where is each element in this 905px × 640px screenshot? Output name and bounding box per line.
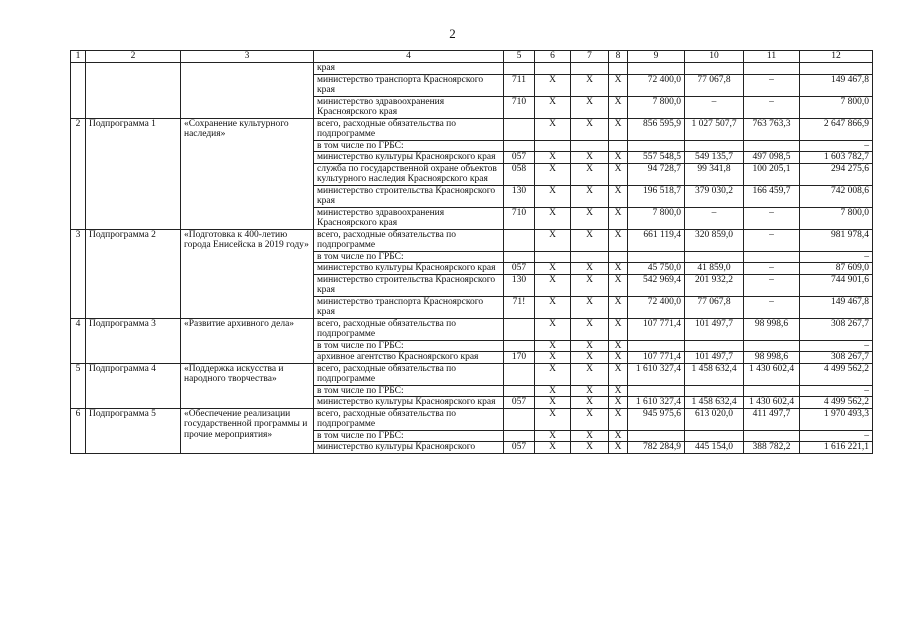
year2-amount-cell: – bbox=[685, 96, 744, 118]
grbs-name-cell: архивное агентство Красноярского края bbox=[314, 352, 504, 364]
row-number-cell: 5 bbox=[71, 363, 86, 408]
grbs-code-cell: 057 bbox=[504, 152, 535, 164]
year1-amount-cell: 1 610 327,4 bbox=[628, 397, 685, 409]
vr-cell: Х bbox=[609, 363, 628, 385]
grbs-code-cell bbox=[504, 63, 535, 75]
vr-cell: Х bbox=[609, 318, 628, 340]
program-name-cell: «Поддержка искусства и народного творчества» bbox=[181, 363, 314, 408]
rzpr-cell: Х bbox=[535, 185, 571, 207]
program-name-cell: «Подготовка к 400-летию города Енисейска в 2019 году» bbox=[181, 229, 314, 318]
column-header: 11 bbox=[744, 51, 800, 63]
year1-amount-cell: 196 518,7 bbox=[628, 185, 685, 207]
year3-amount-cell bbox=[744, 251, 800, 263]
vr-cell: Х bbox=[609, 442, 628, 454]
vr-cell: Х bbox=[609, 296, 628, 318]
csr-cell: Х bbox=[571, 229, 609, 251]
year1-amount-cell bbox=[628, 140, 685, 152]
year2-amount-cell bbox=[685, 340, 744, 352]
column-header: 8 bbox=[609, 51, 628, 63]
year1-amount-cell: 94 728,7 bbox=[628, 163, 685, 185]
rzpr-cell: Х bbox=[535, 207, 571, 229]
year3-amount-cell: – bbox=[744, 74, 800, 96]
total-amount-cell: 2 647 866,9 bbox=[800, 118, 873, 140]
csr-cell: Х bbox=[571, 74, 609, 96]
vr-cell bbox=[609, 63, 628, 75]
vr-cell: Х bbox=[609, 385, 628, 397]
year2-amount-cell: 101 497,7 bbox=[685, 352, 744, 364]
year2-amount-cell: 549 135,7 bbox=[685, 152, 744, 164]
csr-cell bbox=[571, 140, 609, 152]
total-amount-cell: 4 499 562,2 bbox=[800, 363, 873, 385]
grbs-code-cell bbox=[504, 229, 535, 251]
grbs-name-cell: всего, расходные обязательства по подпрограмме bbox=[314, 363, 504, 385]
vr-cell: Х bbox=[609, 274, 628, 296]
rzpr-cell: Х bbox=[535, 163, 571, 185]
vr-cell: Х bbox=[609, 340, 628, 352]
year3-amount-cell bbox=[744, 340, 800, 352]
grbs-code-cell: 130 bbox=[504, 185, 535, 207]
rzpr-cell: Х bbox=[535, 352, 571, 364]
year1-amount-cell: 107 771,4 bbox=[628, 352, 685, 364]
rzpr-cell: Х bbox=[535, 430, 571, 442]
grbs-code-cell: 170 bbox=[504, 352, 535, 364]
year1-amount-cell: 1 610 327,4 bbox=[628, 363, 685, 385]
year3-amount-cell: 100 205,1 bbox=[744, 163, 800, 185]
year1-amount-cell: 661 119,4 bbox=[628, 229, 685, 251]
column-header: 10 bbox=[685, 51, 744, 63]
grbs-name-cell: министерство строительства Красноярского края bbox=[314, 185, 504, 207]
grbs-name-cell: министерство здравоохранения Красноярского края bbox=[314, 96, 504, 118]
column-header: 6 bbox=[535, 51, 571, 63]
column-header: 1 bbox=[71, 51, 86, 63]
year3-amount-cell bbox=[744, 63, 800, 75]
row-number-cell: 3 bbox=[71, 229, 86, 318]
csr-cell: Х bbox=[571, 385, 609, 397]
grbs-name-cell: министерство культуры Красноярского края bbox=[314, 152, 504, 164]
rzpr-cell: Х bbox=[535, 296, 571, 318]
status-cell: Подпрограмма 4 bbox=[86, 363, 181, 408]
column-header: 3 bbox=[181, 51, 314, 63]
column-header: 7 bbox=[571, 51, 609, 63]
grbs-name-cell: в том числе по ГРБС: bbox=[314, 430, 504, 442]
grbs-name-cell: края bbox=[314, 63, 504, 75]
year2-amount-cell: 379 030,2 bbox=[685, 185, 744, 207]
year3-amount-cell: 1 430 602,4 bbox=[744, 397, 800, 409]
year3-amount-cell: 98 998,6 bbox=[744, 318, 800, 340]
year3-amount-cell bbox=[744, 385, 800, 397]
total-amount-cell: 7 800,0 bbox=[800, 207, 873, 229]
year2-amount-cell: 613 020,0 bbox=[685, 408, 744, 430]
year2-amount-cell bbox=[685, 251, 744, 263]
year2-amount-cell bbox=[685, 63, 744, 75]
row-number-cell: 4 bbox=[71, 318, 86, 363]
year3-amount-cell: 166 459,7 bbox=[744, 185, 800, 207]
total-amount-cell: – bbox=[800, 251, 873, 263]
csr-cell bbox=[571, 251, 609, 263]
rzpr-cell: Х bbox=[535, 152, 571, 164]
status-cell: Подпрограмма 3 bbox=[86, 318, 181, 363]
year1-amount-cell: 7 800,0 bbox=[628, 96, 685, 118]
csr-cell: Х bbox=[571, 207, 609, 229]
csr-cell: Х bbox=[571, 340, 609, 352]
vr-cell: Х bbox=[609, 74, 628, 96]
page-number: 2 bbox=[449, 26, 456, 41]
total-amount-cell: 308 267,7 bbox=[800, 352, 873, 364]
csr-cell: Х bbox=[571, 318, 609, 340]
vr-cell: Х bbox=[609, 96, 628, 118]
year3-amount-cell: – bbox=[744, 263, 800, 275]
csr-cell: Х bbox=[571, 118, 609, 140]
column-header: 2 bbox=[86, 51, 181, 63]
year1-amount-cell: 72 400,0 bbox=[628, 296, 685, 318]
year2-amount-cell: 1 458 632,4 bbox=[685, 397, 744, 409]
grbs-name-cell: министерство культуры Красноярского края bbox=[314, 397, 504, 409]
rzpr-cell: Х bbox=[535, 318, 571, 340]
vr-cell: Х bbox=[609, 263, 628, 275]
total-amount-cell: – bbox=[800, 385, 873, 397]
rzpr-cell: Х bbox=[535, 96, 571, 118]
grbs-code-cell: 057 bbox=[504, 263, 535, 275]
grbs-code-cell: 711 bbox=[504, 74, 535, 96]
grbs-name-cell: всего, расходные обязательства по подпрограмме bbox=[314, 118, 504, 140]
year2-amount-cell: 320 859,0 bbox=[685, 229, 744, 251]
year2-amount-cell: 101 497,7 bbox=[685, 318, 744, 340]
year3-amount-cell: 497 098,5 bbox=[744, 152, 800, 164]
year2-amount-cell: 77 067,8 bbox=[685, 296, 744, 318]
grbs-name-cell: министерство культуры Красноярского bbox=[314, 442, 504, 454]
grbs-name-cell: всего, расходные обязательства по подпрограмме bbox=[314, 318, 504, 340]
status-cell: Подпрограмма 1 bbox=[86, 118, 181, 229]
year2-amount-cell bbox=[685, 140, 744, 152]
grbs-name-cell: в том числе по ГРБС: bbox=[314, 140, 504, 152]
rzpr-cell bbox=[535, 63, 571, 75]
year3-amount-cell: 763 763,3 bbox=[744, 118, 800, 140]
grbs-code-cell: 71! bbox=[504, 296, 535, 318]
year1-amount-cell bbox=[628, 340, 685, 352]
budget-table bbox=[70, 50, 873, 454]
csr-cell: Х bbox=[571, 96, 609, 118]
csr-cell: Х bbox=[571, 163, 609, 185]
header-row bbox=[71, 51, 873, 63]
csr-cell: Х bbox=[571, 442, 609, 454]
rzpr-cell bbox=[535, 140, 571, 152]
year3-amount-cell: – bbox=[744, 296, 800, 318]
vr-cell: Х bbox=[609, 397, 628, 409]
year1-amount-cell: 45 750,0 bbox=[628, 263, 685, 275]
rzpr-cell: Х bbox=[535, 363, 571, 385]
program-name-cell: «Обеспечение реализации государственной программы и прочие мероприятия» bbox=[181, 408, 314, 453]
grbs-code-cell: 130 bbox=[504, 274, 535, 296]
year3-amount-cell: 98 998,6 bbox=[744, 352, 800, 364]
total-amount-cell: 294 275,6 bbox=[800, 163, 873, 185]
csr-cell: Х bbox=[571, 274, 609, 296]
year1-amount-cell bbox=[628, 63, 685, 75]
rzpr-cell: Х bbox=[535, 385, 571, 397]
grbs-name-cell: министерство транспорта Красноярского края bbox=[314, 74, 504, 96]
table-body bbox=[71, 63, 873, 454]
vr-cell: Х bbox=[609, 408, 628, 430]
grbs-code-cell bbox=[504, 318, 535, 340]
year1-amount-cell: 945 975,6 bbox=[628, 408, 685, 430]
year1-amount-cell: 782 284,9 bbox=[628, 442, 685, 454]
row-number-cell: 2 bbox=[71, 118, 86, 229]
column-header: 5 bbox=[504, 51, 535, 63]
total-amount-cell: – bbox=[800, 140, 873, 152]
program-name-cell bbox=[181, 63, 314, 119]
rzpr-cell: Х bbox=[535, 397, 571, 409]
total-amount-cell: 87 609,0 bbox=[800, 263, 873, 275]
grbs-code-cell: 058 bbox=[504, 163, 535, 185]
grbs-name-cell: министерство культуры Красноярского края bbox=[314, 263, 504, 275]
grbs-name-cell: всего, расходные обязательства по подпрограмме bbox=[314, 229, 504, 251]
csr-cell: Х bbox=[571, 263, 609, 275]
year3-amount-cell: – bbox=[744, 207, 800, 229]
table-row bbox=[71, 229, 873, 251]
table-row bbox=[71, 363, 873, 385]
total-amount-cell: 7 800,0 bbox=[800, 96, 873, 118]
csr-cell: Х bbox=[571, 430, 609, 442]
vr-cell: Х bbox=[609, 152, 628, 164]
rzpr-cell: Х bbox=[535, 340, 571, 352]
status-cell: Подпрограмма 5 bbox=[86, 408, 181, 453]
table-row bbox=[71, 408, 873, 430]
year1-amount-cell: 557 548,5 bbox=[628, 152, 685, 164]
total-amount-cell: 1 616 221,1 bbox=[800, 442, 873, 454]
total-amount-cell: 149 467,8 bbox=[800, 74, 873, 96]
year2-amount-cell: 41 859,0 bbox=[685, 263, 744, 275]
total-amount-cell: 744 901,6 bbox=[800, 274, 873, 296]
total-amount-cell: 308 267,7 bbox=[800, 318, 873, 340]
vr-cell bbox=[609, 140, 628, 152]
rzpr-cell: Х bbox=[535, 442, 571, 454]
grbs-code-cell bbox=[504, 251, 535, 263]
grbs-name-cell: в том числе по ГРБС: bbox=[314, 340, 504, 352]
total-amount-cell: 742 008,6 bbox=[800, 185, 873, 207]
year2-amount-cell: 99 341,8 bbox=[685, 163, 744, 185]
grbs-code-cell bbox=[504, 340, 535, 352]
grbs-code-cell bbox=[504, 363, 535, 385]
vr-cell bbox=[609, 251, 628, 263]
csr-cell: Х bbox=[571, 408, 609, 430]
vr-cell: Х bbox=[609, 185, 628, 207]
csr-cell: Х bbox=[571, 185, 609, 207]
grbs-code-cell bbox=[504, 408, 535, 430]
grbs-name-cell: в том числе по ГРБС: bbox=[314, 251, 504, 263]
table-row bbox=[71, 118, 873, 140]
year3-amount-cell: – bbox=[744, 274, 800, 296]
grbs-name-cell: министерство транспорта Красноярского края bbox=[314, 296, 504, 318]
rzpr-cell: Х bbox=[535, 118, 571, 140]
rzpr-cell bbox=[535, 251, 571, 263]
grbs-name-cell: в том числе по ГРБС: bbox=[314, 385, 504, 397]
total-amount-cell: 149 467,8 bbox=[800, 296, 873, 318]
rzpr-cell: Х bbox=[535, 274, 571, 296]
vr-cell: Х bbox=[609, 229, 628, 251]
grbs-code-cell: 710 bbox=[504, 96, 535, 118]
year1-amount-cell bbox=[628, 251, 685, 263]
column-header: 12 bbox=[800, 51, 873, 63]
grbs-code-cell: 710 bbox=[504, 207, 535, 229]
rzpr-cell: Х bbox=[535, 229, 571, 251]
year2-amount-cell: 77 067,8 bbox=[685, 74, 744, 96]
year3-amount-cell: 1 430 602,4 bbox=[744, 363, 800, 385]
total-amount-cell: – bbox=[800, 340, 873, 352]
csr-cell: Х bbox=[571, 352, 609, 364]
csr-cell bbox=[571, 63, 609, 75]
year1-amount-cell bbox=[628, 385, 685, 397]
total-amount-cell: – bbox=[800, 430, 873, 442]
total-amount-cell: 4 499 562,2 bbox=[800, 397, 873, 409]
program-name-cell: «Развитие архивного дела» bbox=[181, 318, 314, 363]
year3-amount-cell: – bbox=[744, 96, 800, 118]
total-amount-cell bbox=[800, 63, 873, 75]
grbs-code-cell: 057 bbox=[504, 442, 535, 454]
year3-amount-cell bbox=[744, 140, 800, 152]
grbs-name-cell: всего, расходные обязательства по подпрограмме bbox=[314, 408, 504, 430]
year2-amount-cell: 1 458 632,4 bbox=[685, 363, 744, 385]
grbs-code-cell bbox=[504, 430, 535, 442]
grbs-code-cell bbox=[504, 140, 535, 152]
year2-amount-cell bbox=[685, 385, 744, 397]
year1-amount-cell: 107 771,4 bbox=[628, 318, 685, 340]
total-amount-cell: 1 603 782,7 bbox=[800, 152, 873, 164]
year2-amount-cell: 201 932,2 bbox=[685, 274, 744, 296]
grbs-code-cell bbox=[504, 385, 535, 397]
total-amount-cell: 981 978,4 bbox=[800, 229, 873, 251]
year1-amount-cell: 542 969,4 bbox=[628, 274, 685, 296]
vr-cell: Х bbox=[609, 352, 628, 364]
year1-amount-cell bbox=[628, 430, 685, 442]
year1-amount-cell: 856 595,9 bbox=[628, 118, 685, 140]
grbs-code-cell bbox=[504, 118, 535, 140]
table-row bbox=[71, 63, 873, 75]
column-header: 9 bbox=[628, 51, 685, 63]
program-name-cell: «Сохранение культурного наследия» bbox=[181, 118, 314, 229]
year1-amount-cell: 7 800,0 bbox=[628, 207, 685, 229]
year2-amount-cell: 1 027 507,7 bbox=[685, 118, 744, 140]
csr-cell: Х bbox=[571, 397, 609, 409]
status-cell bbox=[86, 63, 181, 119]
grbs-name-cell: служба по государственной охране объектов культурного наследия Красноярского края bbox=[314, 163, 504, 185]
year3-amount-cell: – bbox=[744, 229, 800, 251]
vr-cell: Х bbox=[609, 118, 628, 140]
year3-amount-cell: 388 782,2 bbox=[744, 442, 800, 454]
column-header: 4 bbox=[314, 51, 504, 63]
year2-amount-cell: 445 154,0 bbox=[685, 442, 744, 454]
csr-cell: Х bbox=[571, 296, 609, 318]
grbs-name-cell: министерство здравоохранения Красноярского края bbox=[314, 207, 504, 229]
rzpr-cell: Х bbox=[535, 263, 571, 275]
year2-amount-cell bbox=[685, 430, 744, 442]
grbs-name-cell: министерство строительства Красноярского края bbox=[314, 274, 504, 296]
row-number-cell: 6 bbox=[71, 408, 86, 453]
rzpr-cell: Х bbox=[535, 74, 571, 96]
csr-cell: Х bbox=[571, 152, 609, 164]
vr-cell: Х bbox=[609, 207, 628, 229]
status-cell: Подпрограмма 2 bbox=[86, 229, 181, 318]
year3-amount-cell bbox=[744, 430, 800, 442]
rzpr-cell: Х bbox=[535, 408, 571, 430]
year3-amount-cell: 411 497,7 bbox=[744, 408, 800, 430]
total-amount-cell: 1 970 493,3 bbox=[800, 408, 873, 430]
vr-cell: Х bbox=[609, 163, 628, 185]
year1-amount-cell: 72 400,0 bbox=[628, 74, 685, 96]
vr-cell: Х bbox=[609, 430, 628, 442]
year2-amount-cell: – bbox=[685, 207, 744, 229]
csr-cell: Х bbox=[571, 363, 609, 385]
row-number-cell bbox=[71, 63, 86, 119]
table-row bbox=[71, 318, 873, 340]
grbs-code-cell: 057 bbox=[504, 397, 535, 409]
